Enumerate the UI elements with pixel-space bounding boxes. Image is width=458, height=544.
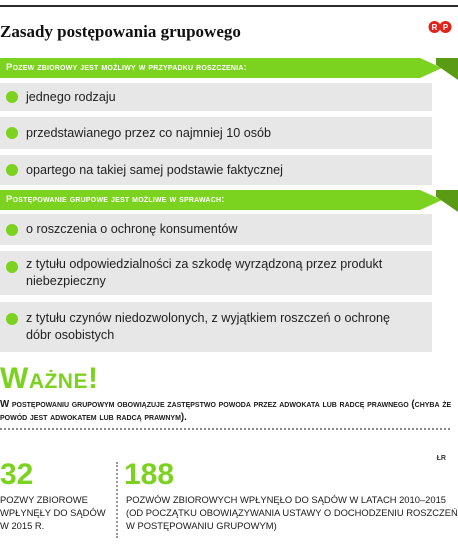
top-rule	[0, 5, 458, 7]
source-credit: ŁR	[436, 455, 446, 462]
section1-banner: Pozew zbiorowy jest możliwy w przypadku roszczenia:	[0, 58, 420, 78]
rp-logo-icon	[428, 20, 452, 34]
important-heading: Ważne!	[0, 362, 99, 395]
bullet-dot-icon	[6, 127, 18, 139]
bullet-dot-icon	[6, 313, 18, 325]
bullet-dot-icon	[6, 261, 18, 273]
list-item: jednego rodzaju	[0, 83, 432, 111]
bullet-dot-icon	[6, 224, 18, 236]
list-item: przedstawianego przez co najmniej 10 osób	[0, 117, 432, 149]
list-item: z tytułu odpowiedzialności za szkodę wyrządzoną przez produkt niebezpieczny	[0, 251, 432, 295]
list-item: z tytułu czynów niedozwolonych, z wyjątkiem roszczeń o ochronę dóbr osobistych	[0, 302, 432, 352]
svg-text:P: P	[442, 23, 449, 32]
list-item: o roszczenia o ochronę konsumentów	[0, 214, 432, 245]
stat-label: POZWÓW ZBIOROWYCH WPŁYNĘŁO DO SĄDÓW W LATACH 2010–2015 (OD POCZĄTKU OBOWIĄZYWANIA USTAWY O DOCHODZENIU ROSZCZEŃ W POSTĘPOWANIU GRUPOWYM)	[126, 494, 458, 531]
dotted-vertical-divider	[116, 462, 118, 538]
page-title: Zasady postępowania grupowego	[0, 22, 241, 41]
section2-banner: Postępowanie grupowe jest możliwe w sprawach:	[0, 190, 420, 210]
dotted-divider	[0, 428, 450, 430]
stat-number: 188	[124, 458, 175, 491]
stat-number: 32	[0, 458, 34, 491]
stat-label: POZWY ZBIOROWE WPŁYNĘŁY DO SĄDÓW W 2015 R.	[0, 494, 106, 531]
important-note: W postępowaniu grupowym obowiązuje zastępstwo powoda przez adwokata lub radcę prawnego (chyba że powód jest adwokatem lub radcą prawnym).	[0, 399, 452, 423]
list-item: opartego na takiej samej podstawie faktycznej	[0, 155, 432, 185]
bullet-dot-icon	[6, 91, 18, 103]
svg-text:R: R	[431, 23, 438, 32]
bullet-dot-icon	[6, 164, 18, 176]
